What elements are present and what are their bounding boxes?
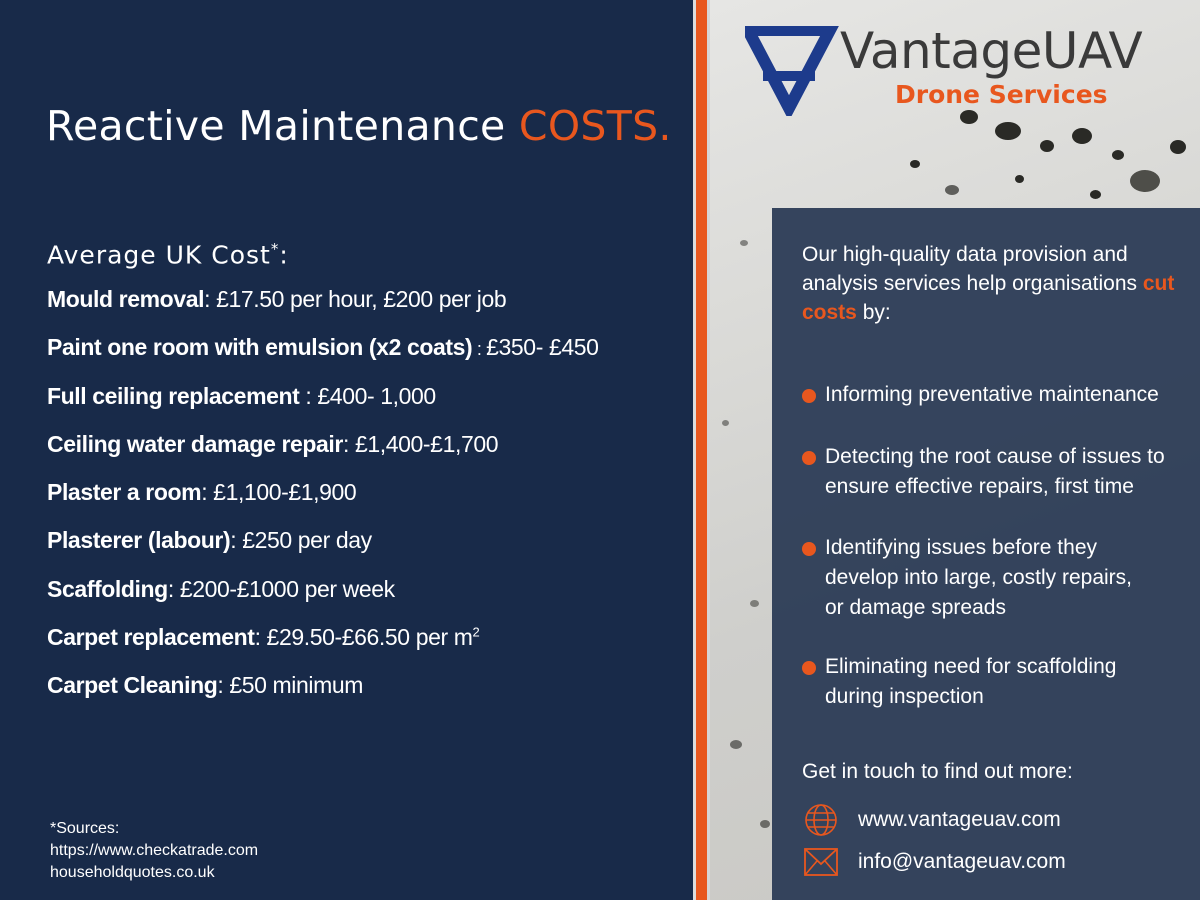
cost-price: £250 per day: [242, 527, 372, 554]
cost-price: £50 minimum: [229, 672, 364, 699]
intro-text: [802, 240, 1192, 327]
cost-item: Carpet replacement: [47, 624, 255, 651]
cost-item: Paint one room with emulsion (x2 coats): [47, 334, 473, 361]
cost-row: [47, 431, 687, 479]
mould-spot: [995, 122, 1021, 140]
email-link[interactable]: info@vantageuav.com: [858, 850, 1066, 873]
cost-sep: :: [217, 672, 230, 699]
cost-row: [47, 286, 687, 334]
bullet-dot-icon: [802, 661, 816, 675]
mould-spot: [1015, 175, 1024, 183]
envelope-icon: [803, 844, 839, 880]
cost-row: [47, 576, 687, 624]
intro-after: by:: [856, 301, 891, 324]
cost-row: [47, 479, 687, 527]
cost-price: £1,400-£1,700: [354, 430, 499, 457]
mould-spot: [750, 600, 759, 607]
cost-item: Full ceiling replacement: [47, 382, 300, 409]
subhead-marker: *: [270, 240, 280, 258]
headline-text: Reactive Maintenance: [46, 102, 519, 150]
mould-spot: [722, 420, 729, 426]
cost-sep: :: [204, 286, 217, 312]
cost-sep: :: [167, 575, 180, 602]
subhead-text: Average UK Cost: [47, 240, 271, 270]
benefit-item: [802, 533, 1145, 623]
benefit-item: [802, 442, 1195, 502]
cost-row: [47, 672, 687, 720]
benefit-item: [802, 380, 1195, 410]
sources-label: *Sources:: [50, 820, 120, 837]
cost-price: £350- £450: [486, 334, 599, 361]
cost-item: Scaffolding: [47, 575, 168, 602]
cost-item: Ceiling water damage repair: [47, 430, 343, 457]
cost-price: £17.50 per hour, £200 per job: [216, 286, 507, 312]
mould-spot: [760, 820, 770, 828]
cost-list: [47, 286, 687, 721]
logo-wordmark: VantageUAV: [840, 22, 1143, 80]
bullet-dot-icon: [802, 389, 816, 403]
mould-spot: [910, 160, 920, 168]
cost-row: [47, 624, 687, 672]
cost-sep: :: [342, 430, 355, 457]
average-cost-heading: [47, 240, 289, 269]
intro-before: Our high-quality data provision and analysis services help organisations: [802, 243, 1143, 295]
cost-row: [47, 527, 687, 575]
subhead-suffix: :: [279, 240, 289, 270]
mould-spot: [1170, 140, 1186, 154]
mould-spot: [1090, 190, 1101, 199]
cost-sep: :: [472, 339, 487, 360]
logo-triangle-icon: [748, 30, 830, 108]
cost-sep: :: [230, 527, 243, 554]
cost-sep: :: [201, 479, 214, 506]
benefit-text: Identifying issues before they develop into large, costly repairs, or damage spreads: [825, 536, 1132, 619]
cost-sep: :: [254, 624, 267, 651]
source-link-householdquotes[interactable]: householdquotes.co.uk: [50, 864, 215, 881]
bullet-dot-icon: [802, 451, 816, 465]
benefit-text: Detecting the root cause of issues to ensure effective repairs, first time: [825, 445, 1165, 498]
cost-price: £1,100-£1,900: [213, 479, 357, 506]
cost-row: [47, 334, 687, 382]
bullet-dot-icon: [802, 542, 816, 556]
intro-highlight: cut costs: [802, 272, 1175, 324]
cost-price: £29.50-£66.50 per m: [266, 624, 473, 651]
sources-footnote: [50, 818, 258, 884]
cost-price: £200-£1000 per week: [179, 575, 395, 602]
mould-spot: [1112, 150, 1124, 160]
mould-spot: [1040, 140, 1054, 152]
mould-spot: [730, 740, 742, 749]
cost-item: Carpet Cleaning: [47, 672, 218, 699]
cost-item: Plasterer (labour): [47, 527, 231, 554]
source-link-checkatrade[interactable]: https://www.checkatrade.com: [50, 842, 259, 859]
website-link[interactable]: www.vantageuav.com: [858, 808, 1061, 831]
headline: [46, 102, 672, 150]
contact-call-to-action: Get in touch to find out more:: [802, 760, 1073, 783]
cost-sup: 2: [472, 624, 480, 640]
cost-row: [47, 383, 687, 431]
benefit-item: [802, 652, 1145, 712]
mould-spot: [1130, 170, 1160, 192]
mould-spot: [1072, 128, 1092, 144]
cost-sep: :: [299, 382, 318, 409]
mould-spot: [945, 185, 959, 195]
cost-price: £400- 1,000: [317, 382, 436, 409]
mould-spot: [740, 240, 748, 246]
benefit-text: Informing preventative maintenance: [825, 383, 1159, 406]
divider-accent-bar: [696, 0, 707, 900]
globe-icon: [803, 802, 839, 838]
cost-item: Mould removal: [47, 286, 205, 312]
headline-accent: COSTS.: [518, 102, 672, 150]
cost-item: Plaster a room: [47, 479, 202, 506]
benefit-text: Eliminating need for scaffolding during inspection: [825, 655, 1117, 708]
logo-tagline: Drone Services: [895, 80, 1108, 109]
